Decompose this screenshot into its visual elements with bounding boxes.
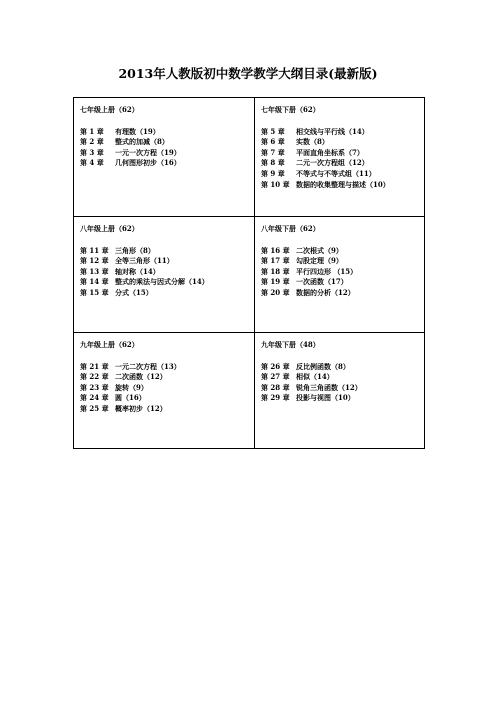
chapter-number: 第 15 章 xyxy=(80,287,109,297)
chapter-row xyxy=(80,372,254,383)
chapter-name: 整式的加减（8） xyxy=(115,137,169,147)
grade8-volume1-cell xyxy=(74,216,254,332)
grade7-volume2-cell xyxy=(254,98,424,216)
chapter-number: 第 22 章 xyxy=(80,372,109,382)
chapter-number: 第 20 章 xyxy=(261,287,290,297)
chapter-row xyxy=(80,404,254,415)
grade9-volume1-cell xyxy=(74,332,254,448)
chapter-number: 第 21 章 xyxy=(80,361,109,371)
chapter-number: 第 23 章 xyxy=(80,382,109,392)
chapter-name: 概率初步（12） xyxy=(115,403,167,413)
chapter-row xyxy=(261,127,424,138)
chapter-number: 第 14 章 xyxy=(80,277,109,287)
chapter-name: 平行四边形 （15） xyxy=(296,266,358,276)
chapter-row xyxy=(261,246,424,257)
chapter-name: 相似（14） xyxy=(296,372,334,382)
chapter-row xyxy=(261,169,424,180)
grade9-volume1-header: 九年级上册（62） xyxy=(80,340,139,349)
chapter-row xyxy=(80,256,254,267)
chapter-row xyxy=(80,148,254,159)
chapter-name: 不等式与不等式组（11） xyxy=(296,168,376,178)
chapter-name: 相交线与平行线（14） xyxy=(296,126,369,136)
grade9-volume2-cell xyxy=(254,332,424,448)
chapter-number: 第 1 章 xyxy=(80,126,104,136)
chapter-name: 锐角三角函数（12） xyxy=(296,382,362,392)
chapter-name: 投影与视图（10） xyxy=(296,393,355,403)
chapter-row xyxy=(261,267,424,278)
chapter-name: 一元一次方程（19） xyxy=(115,147,181,157)
chapter-row xyxy=(80,137,254,148)
chapter-number: 第 6 章 xyxy=(261,137,285,147)
chapter-number: 第 8 章 xyxy=(261,158,285,168)
chapter-row xyxy=(80,288,254,299)
chapter-number: 第 25 章 xyxy=(80,403,109,413)
grade8-volume2-cell xyxy=(254,216,424,332)
document-title: 2013年人教版初中数学教学大纲目录(最新版) xyxy=(118,66,378,81)
chapter-number: 第 9 章 xyxy=(261,168,285,178)
chapter-name: 一元二次方程（13） xyxy=(115,361,181,371)
chapter-row xyxy=(261,383,424,394)
chapter-row xyxy=(261,362,424,373)
chapter-number: 第 12 章 xyxy=(80,256,109,266)
chapter-name: 几何图形初步（16） xyxy=(115,158,181,168)
grade8-volume1-header: 八年级上册（62） xyxy=(80,224,139,233)
syllabus-table xyxy=(73,97,425,449)
chapter-name: 分式（15） xyxy=(115,287,153,297)
chapter-name: 三角形（8） xyxy=(115,245,155,255)
chapter-name: 二元一次方程组（12） xyxy=(296,158,369,168)
chapter-row xyxy=(261,148,424,159)
chapter-row xyxy=(261,158,424,169)
chapter-row xyxy=(261,372,424,383)
chapter-row xyxy=(261,256,424,267)
grade7-volume1-cell xyxy=(74,98,254,216)
chapter-name: 二次函数（12） xyxy=(115,372,167,382)
chapter-name: 轴对称（14） xyxy=(115,266,160,276)
chapter-row xyxy=(261,277,424,288)
chapter-number: 第 29 章 xyxy=(261,393,290,403)
grade9-volume2-header: 九年级下册（48） xyxy=(261,340,320,349)
chapter-number: 第 17 章 xyxy=(261,256,290,266)
chapter-number: 第 13 章 xyxy=(80,266,109,276)
chapter-number: 第 26 章 xyxy=(261,361,290,371)
grade8-volume2-header: 八年级下册（62） xyxy=(261,224,320,233)
chapter-number: 第 19 章 xyxy=(261,277,290,287)
chapter-name: 旋转（9） xyxy=(115,382,148,392)
chapter-number: 第 7 章 xyxy=(261,147,285,157)
chapter-name: 平面直角坐标系（7） xyxy=(296,147,364,157)
chapter-number: 第 24 章 xyxy=(80,393,109,403)
grade7-volume2-header: 七年级下册（62） xyxy=(261,105,320,114)
chapter-row xyxy=(261,393,424,404)
chapter-row xyxy=(80,158,254,169)
chapter-number: 第 3 章 xyxy=(80,147,104,157)
chapter-name: 有理数（19） xyxy=(115,126,160,136)
chapter-name: 全等三角形（11） xyxy=(115,256,174,266)
chapter-name: 勾股定理（9） xyxy=(296,256,343,266)
chapter-name: 圆（16） xyxy=(115,393,146,403)
chapter-row xyxy=(80,362,254,373)
chapter-row xyxy=(261,180,424,191)
chapter-row xyxy=(80,393,254,404)
chapter-row xyxy=(80,127,254,138)
grade7-volume1-header: 七年级上册（62） xyxy=(80,105,139,114)
chapter-row xyxy=(261,137,424,148)
chapter-name: 数据的分析（12） xyxy=(296,287,355,297)
chapter-number: 第 16 章 xyxy=(261,245,290,255)
chapter-number: 第 11 章 xyxy=(80,245,109,255)
chapter-number: 第 27 章 xyxy=(261,372,290,382)
chapter-number: 第 10 章 xyxy=(261,179,290,189)
chapter-name: 数据的收集整理与描述（10） xyxy=(296,179,390,189)
chapter-row xyxy=(80,277,254,288)
chapter-number: 第 2 章 xyxy=(80,137,104,147)
chapter-number: 第 4 章 xyxy=(80,158,104,168)
chapter-number: 第 28 章 xyxy=(261,382,290,392)
chapter-name: 整式的乘法与因式分解（14） xyxy=(115,277,209,287)
chapter-row xyxy=(261,288,424,299)
chapter-row xyxy=(80,267,254,278)
chapter-name: 一次函数（17） xyxy=(296,277,348,287)
chapter-row xyxy=(80,246,254,257)
chapter-row xyxy=(80,383,254,394)
chapter-number: 第 5 章 xyxy=(261,126,285,136)
chapter-name: 实数（8） xyxy=(296,137,329,147)
chapter-number: 第 18 章 xyxy=(261,266,290,276)
chapter-name: 反比例函数（8） xyxy=(296,361,350,371)
chapter-name: 二次根式（9） xyxy=(296,245,343,255)
